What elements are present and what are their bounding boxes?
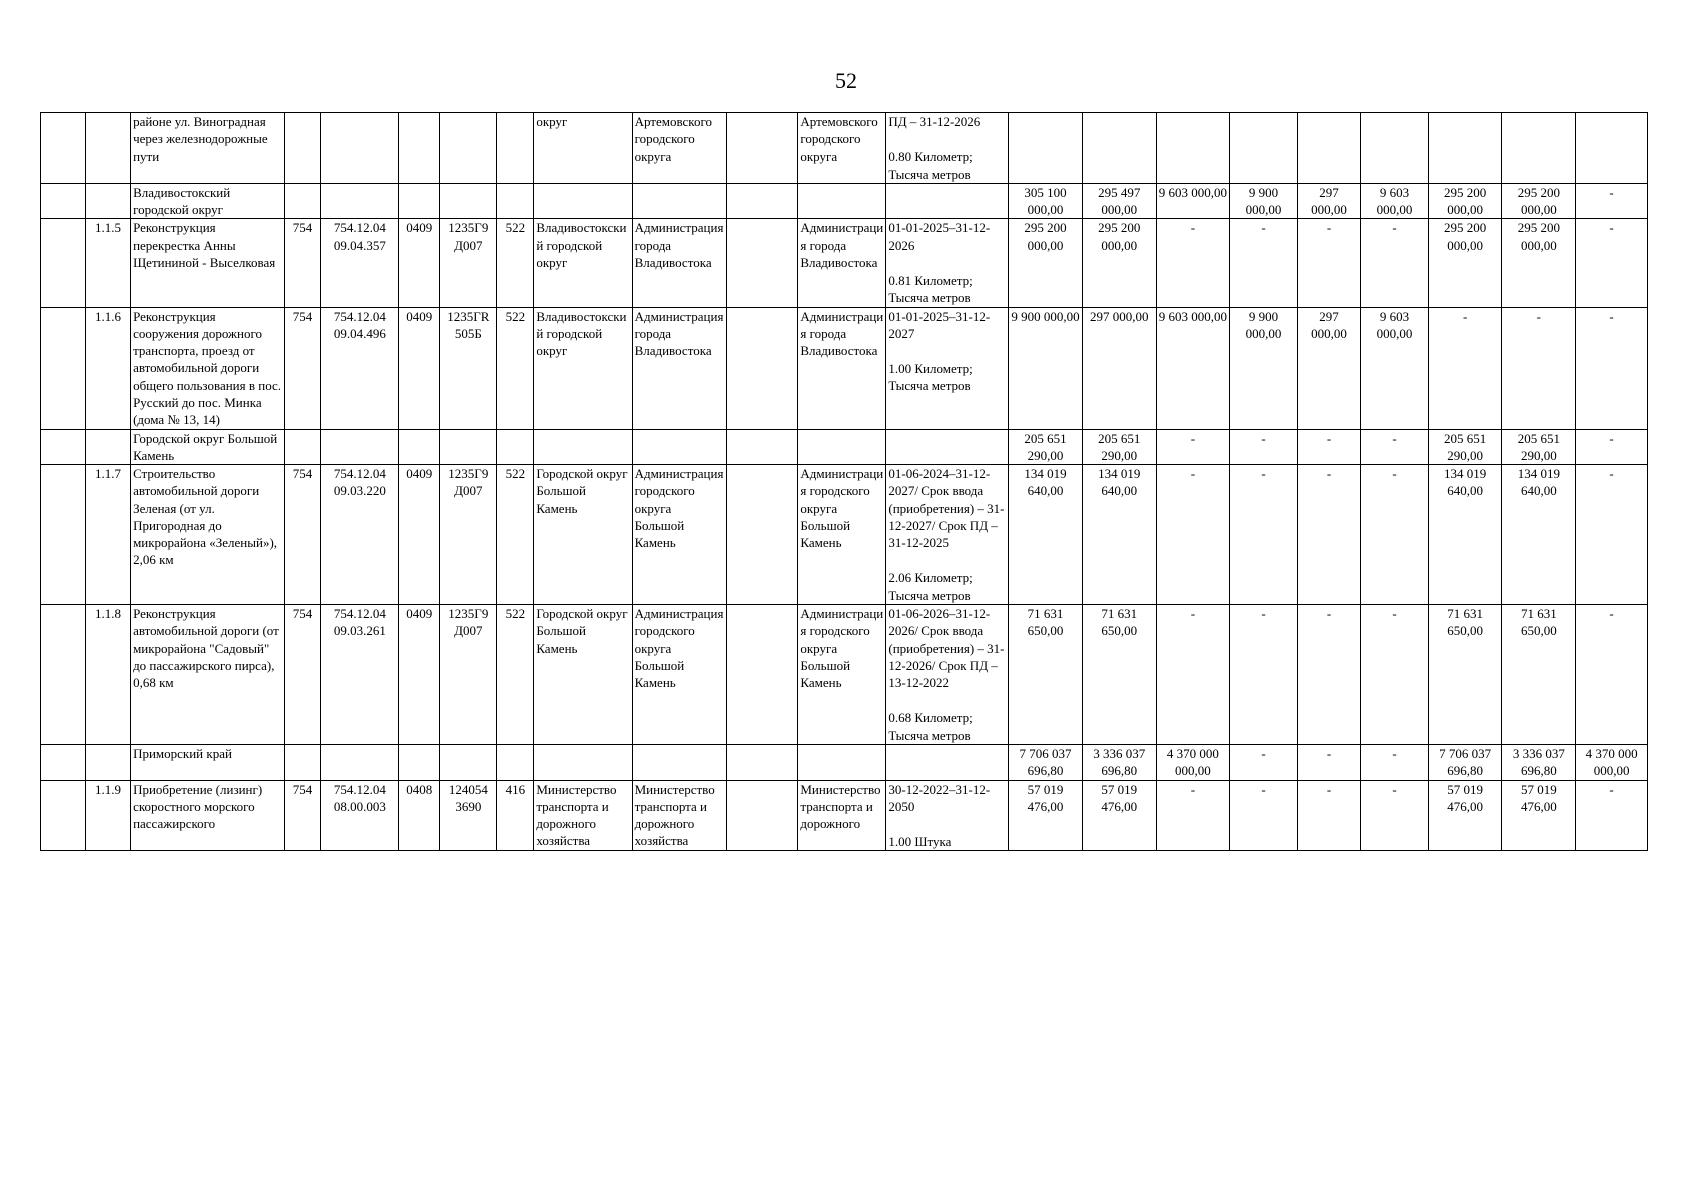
cell-blank-0 bbox=[41, 183, 86, 219]
cell-amount: - bbox=[1297, 780, 1360, 851]
cell-operator: Министерство транспорта и дорожного bbox=[798, 780, 886, 851]
cell-amount: - bbox=[1361, 219, 1429, 307]
terms-text: 30-12-2022–31-12-2050 bbox=[888, 781, 991, 814]
cell-amount bbox=[1082, 113, 1156, 184]
cell-expense-type: 522 bbox=[497, 219, 534, 307]
cell-amount: 297 000,00 bbox=[1297, 307, 1360, 429]
cell-amount: 295 497 000,00 bbox=[1082, 183, 1156, 219]
cell-operator: Артемовского городского округа bbox=[798, 113, 886, 184]
cell-amount: - bbox=[1576, 780, 1648, 851]
cell-empty bbox=[632, 429, 726, 465]
cell-empty bbox=[798, 183, 886, 219]
cell-blank-0 bbox=[41, 429, 86, 465]
table-row bbox=[41, 780, 1648, 851]
cell-object-name: Реконструкция автомобильной дороги (от микрорайона "Садовый" до пассажирского пирса), 0,68 км bbox=[131, 605, 285, 745]
cell-object-name: Владивостокский городской округ bbox=[131, 183, 285, 219]
cell-amount: - bbox=[1576, 219, 1648, 307]
terms-gap bbox=[888, 551, 1006, 569]
cell-target-article: 1235Г9 Д007 bbox=[440, 465, 497, 605]
terms-gap bbox=[888, 815, 1006, 833]
cell-customer: Министерство транспорта и дорожного хозяйства bbox=[632, 780, 726, 851]
cell-amount bbox=[1428, 113, 1502, 184]
terms-gap bbox=[888, 254, 1006, 272]
cell-object-code bbox=[321, 113, 399, 184]
cell-object-code: 754.12.04 08.00.003 bbox=[321, 780, 399, 851]
cell-section-code bbox=[399, 113, 440, 184]
cell-amount: - bbox=[1361, 605, 1429, 745]
cell-section-code: 0409 bbox=[399, 219, 440, 307]
cell-amount: 57 019 476,00 bbox=[1428, 780, 1502, 851]
cell-grbs-code: 754 bbox=[284, 219, 321, 307]
table-row bbox=[41, 605, 1648, 745]
terms-gap bbox=[888, 130, 1006, 148]
cell-amount: 9 603 000,00 bbox=[1156, 307, 1230, 429]
cell-blank bbox=[726, 605, 798, 745]
capacity-text: 1.00 Километр; Тысяча метров bbox=[888, 361, 973, 394]
cell-empty bbox=[497, 745, 534, 781]
cell-amount: - bbox=[1576, 605, 1648, 745]
cell-amount: - bbox=[1230, 219, 1298, 307]
cell-municipality: Владивостокский городской округ bbox=[534, 219, 632, 307]
cell-terms bbox=[886, 780, 1009, 851]
table-row bbox=[41, 307, 1648, 429]
cell-empty bbox=[321, 429, 399, 465]
table-row bbox=[41, 219, 1648, 307]
cell-object-name: Реконструкция перекрестка Анны Щетининой - Выселковая bbox=[131, 219, 285, 307]
cell-amount: 295 200 000,00 bbox=[1428, 219, 1502, 307]
cell-object-code: 754.12.04 09.04.496 bbox=[321, 307, 399, 429]
cell-empty bbox=[399, 745, 440, 781]
cell-amount: 295 200 000,00 bbox=[1428, 183, 1502, 219]
cell-empty bbox=[534, 183, 632, 219]
cell-empty bbox=[497, 183, 534, 219]
cell-operator: Администрация города Владивостока bbox=[798, 219, 886, 307]
table-row bbox=[41, 113, 1648, 184]
cell-grbs-code: 754 bbox=[284, 307, 321, 429]
subtotal-row bbox=[41, 429, 1648, 465]
cell-amount bbox=[1502, 113, 1576, 184]
cell-amount: 71 631 650,00 bbox=[1082, 605, 1156, 745]
cell-amount: 9 900 000,00 bbox=[1230, 307, 1298, 429]
cell-amount: 295 200 000,00 bbox=[1082, 219, 1156, 307]
cell-blank bbox=[726, 307, 798, 429]
cell-empty bbox=[497, 429, 534, 465]
cell-customer: Администрация города Владивостока bbox=[632, 307, 726, 429]
cell-customer: Администрация городского округа Большой Камень bbox=[632, 465, 726, 605]
cell-blank bbox=[726, 113, 798, 184]
cell-customer: Администрация городского округа Большой Камень bbox=[632, 605, 726, 745]
cell-amount: 7 706 037 696,80 bbox=[1428, 745, 1502, 781]
cell-amount: 295 200 000,00 bbox=[1502, 219, 1576, 307]
cell-amount: 4 370 000 000,00 bbox=[1576, 745, 1648, 781]
cell-object-name: Реконструкция сооружения дорожного транспорта, проезд от автомобильной дороги общего пользования в пос. Русский до пос. Минка (дома № 13, 14) bbox=[131, 307, 285, 429]
terms-gap bbox=[888, 691, 1006, 709]
cell-empty bbox=[534, 429, 632, 465]
table-row bbox=[41, 465, 1648, 605]
cell-amount: - bbox=[1230, 429, 1298, 465]
cell-amount: 9 603 000,00 bbox=[1156, 183, 1230, 219]
cell-amount: - bbox=[1230, 465, 1298, 605]
cell-operator: Администрация города Владивостока bbox=[798, 307, 886, 429]
cell-amount: - bbox=[1297, 219, 1360, 307]
cell-amount: 205 651 290,00 bbox=[1082, 429, 1156, 465]
cell-empty bbox=[798, 429, 886, 465]
cell-empty bbox=[284, 183, 321, 219]
cell-amount: 57 019 476,00 bbox=[1502, 780, 1576, 851]
capacity-text: 0.81 Километр; Тысяча метров bbox=[888, 272, 973, 306]
cell-amount: 134 019 640,00 bbox=[1082, 465, 1156, 605]
cell-customer: Администрация города Владивостока bbox=[632, 219, 726, 307]
cell-amount bbox=[1009, 113, 1083, 184]
cell-amount: 305 100 000,00 bbox=[1009, 183, 1083, 219]
cell-amount: 9 603 000,00 bbox=[1361, 307, 1429, 429]
terms-gap bbox=[888, 342, 1006, 360]
cell-amount: - bbox=[1361, 429, 1429, 465]
cell-expense-type: 416 bbox=[497, 780, 534, 851]
capacity-text: 0.68 Километр; Тысяча метров bbox=[888, 710, 973, 743]
cell-terms bbox=[886, 605, 1009, 745]
cell-amount: 295 200 000,00 bbox=[1009, 219, 1083, 307]
cell-empty bbox=[726, 183, 798, 219]
cell-item-number: 1.1.5 bbox=[86, 219, 131, 307]
cell-expense-type: 522 bbox=[497, 465, 534, 605]
cell-amount: - bbox=[1576, 183, 1648, 219]
cell-object-name: районе ул. Виноградная через железнодорожные пути bbox=[131, 113, 285, 184]
terms-text: ПД – 31-12-2026 bbox=[888, 114, 981, 129]
page-number: 52 bbox=[835, 68, 857, 93]
cell-item-number bbox=[86, 183, 131, 219]
cell-empty bbox=[886, 429, 1009, 465]
cell-object-name: Приобретение (лизинг) скоростного морского пассажирского bbox=[131, 780, 285, 851]
cell-amount: 205 651 290,00 bbox=[1428, 429, 1502, 465]
subtotal-row bbox=[41, 183, 1648, 219]
cell-amount bbox=[1297, 113, 1360, 184]
cell-amount: 134 019 640,00 bbox=[1502, 465, 1576, 605]
cell-expense-type: 522 bbox=[497, 605, 534, 745]
capacity-text: 0.80 Километр; Тысяча метров bbox=[888, 149, 973, 182]
cell-empty bbox=[440, 745, 497, 781]
terms-text: 01-06-2024–31-12-2027/ Срок ввода (приобретения) – 31-12-2027/ Срок ПД – 31-12-2025 bbox=[888, 466, 1005, 551]
cell-empty bbox=[321, 745, 399, 781]
cell-amount: 297 000,00 bbox=[1082, 307, 1156, 429]
cell-empty bbox=[632, 183, 726, 219]
cell-object-code: 754.12.04 09.03.220 bbox=[321, 465, 399, 605]
cell-operator: Администрация городского округа Большой Камень bbox=[798, 465, 886, 605]
cell-object-code: 754.12.04 09.04.357 bbox=[321, 219, 399, 307]
cell-grbs-code: 754 bbox=[284, 605, 321, 745]
cell-empty bbox=[440, 183, 497, 219]
cell-grbs-code: 754 bbox=[284, 465, 321, 605]
cell-grbs-code bbox=[284, 113, 321, 184]
cell-empty bbox=[440, 429, 497, 465]
cell-empty bbox=[399, 183, 440, 219]
cell-amount: 3 336 037 696,80 bbox=[1082, 745, 1156, 781]
cell-terms bbox=[886, 219, 1009, 307]
cell-operator: Администрация городского округа Большой Камень bbox=[798, 605, 886, 745]
cell-amount: 57 019 476,00 bbox=[1009, 780, 1083, 851]
cell-grbs-code: 754 bbox=[284, 780, 321, 851]
cell-terms bbox=[886, 113, 1009, 184]
cell-municipality: Министерство транспорта и дорожного хозяйства bbox=[534, 780, 632, 851]
cell-blank-0 bbox=[41, 219, 86, 307]
cell-section-code: 0409 bbox=[399, 465, 440, 605]
cell-blank bbox=[726, 465, 798, 605]
cell-empty bbox=[886, 745, 1009, 781]
cell-item-number: 1.1.9 bbox=[86, 780, 131, 851]
cell-amount: 3 336 037 696,80 bbox=[1502, 745, 1576, 781]
cell-blank-0 bbox=[41, 307, 86, 429]
cell-section-code: 0409 bbox=[399, 307, 440, 429]
cell-amount: - bbox=[1156, 605, 1230, 745]
cell-amount: 295 200 000,00 bbox=[1502, 183, 1576, 219]
cell-amount: 71 631 650,00 bbox=[1502, 605, 1576, 745]
cell-amount: - bbox=[1361, 780, 1429, 851]
cell-empty bbox=[798, 745, 886, 781]
capacity-text: 1.00 Штука bbox=[888, 834, 952, 850]
cell-target-article: 124054 3690 bbox=[440, 780, 497, 851]
cell-blank bbox=[726, 219, 798, 307]
cell-target-article: 1235Г9 Д007 bbox=[440, 219, 497, 307]
cell-item-number bbox=[86, 745, 131, 781]
cell-terms bbox=[886, 465, 1009, 605]
cell-item-number: 1.1.7 bbox=[86, 465, 131, 605]
cell-section-code: 0409 bbox=[399, 605, 440, 745]
cell-municipality: Городской округ Большой Камень bbox=[534, 465, 632, 605]
cell-blank-0 bbox=[41, 465, 86, 605]
cell-amount: - bbox=[1576, 429, 1648, 465]
cell-terms bbox=[886, 307, 1009, 429]
cell-amount: - bbox=[1230, 605, 1298, 745]
cell-amount: - bbox=[1297, 429, 1360, 465]
cell-amount: 71 631 650,00 bbox=[1009, 605, 1083, 745]
cell-empty bbox=[321, 183, 399, 219]
cell-object-name: Строительство автомобильной дороги Зеленая (от ул. Пригородная до микрорайона «Зеленый»), 2,06 км bbox=[131, 465, 285, 605]
cell-empty bbox=[886, 183, 1009, 219]
cell-target-article: 1235Г9 Д007 bbox=[440, 605, 497, 745]
cell-empty bbox=[726, 745, 798, 781]
cell-amount: - bbox=[1297, 745, 1360, 781]
subtotal-row bbox=[41, 745, 1648, 781]
cell-amount bbox=[1576, 113, 1648, 184]
cell-target-article bbox=[440, 113, 497, 184]
cell-expense-type bbox=[497, 113, 534, 184]
cell-empty bbox=[632, 745, 726, 781]
cell-amount: 9 603 000,00 bbox=[1361, 183, 1429, 219]
table-body bbox=[41, 113, 1648, 851]
cell-customer: Артемовского городского округа bbox=[632, 113, 726, 184]
cell-amount: 9 900 000,00 bbox=[1230, 183, 1298, 219]
cell-item-number bbox=[86, 429, 131, 465]
cell-empty bbox=[284, 745, 321, 781]
cell-object-name: Городской округ Большой Камень bbox=[131, 429, 285, 465]
cell-amount: - bbox=[1230, 780, 1298, 851]
cell-amount: - bbox=[1428, 307, 1502, 429]
cell-amount: 205 651 290,00 bbox=[1009, 429, 1083, 465]
cell-amount bbox=[1230, 113, 1298, 184]
cell-amount: - bbox=[1156, 429, 1230, 465]
cell-amount: 205 651 290,00 bbox=[1502, 429, 1576, 465]
cell-amount: - bbox=[1297, 465, 1360, 605]
cell-item-number: 1.1.6 bbox=[86, 307, 131, 429]
cell-amount: - bbox=[1156, 780, 1230, 851]
terms-text: 01-01-2025–31-12-2026 bbox=[888, 220, 991, 253]
cell-amount: - bbox=[1156, 465, 1230, 605]
capacity-text: 2.06 Километр; Тысяча метров bbox=[888, 570, 973, 603]
cell-amount: - bbox=[1361, 465, 1429, 605]
investment-table bbox=[40, 112, 1648, 851]
cell-blank bbox=[726, 780, 798, 851]
cell-amount: - bbox=[1297, 605, 1360, 745]
cell-amount: 7 706 037 696,80 bbox=[1009, 745, 1083, 781]
cell-amount bbox=[1156, 113, 1230, 184]
cell-empty bbox=[534, 745, 632, 781]
cell-municipality: округ bbox=[534, 113, 632, 184]
cell-expense-type: 522 bbox=[497, 307, 534, 429]
cell-item-number bbox=[86, 113, 131, 184]
cell-amount: - bbox=[1576, 465, 1648, 605]
cell-municipality: Владивостокский городской округ bbox=[534, 307, 632, 429]
cell-amount bbox=[1361, 113, 1429, 184]
cell-amount: 9 900 000,00 bbox=[1009, 307, 1083, 429]
cell-blank-0 bbox=[41, 780, 86, 851]
cell-amount: - bbox=[1156, 219, 1230, 307]
cell-object-code: 754.12.04 09.03.261 bbox=[321, 605, 399, 745]
cell-empty bbox=[284, 429, 321, 465]
cell-amount: - bbox=[1230, 745, 1298, 781]
cell-amount: - bbox=[1576, 307, 1648, 429]
cell-amount: - bbox=[1361, 745, 1429, 781]
cell-municipality: Городской округ Большой Камень bbox=[534, 605, 632, 745]
cell-blank-0 bbox=[41, 745, 86, 781]
cell-amount: 57 019 476,00 bbox=[1082, 780, 1156, 851]
cell-amount: 4 370 000 000,00 bbox=[1156, 745, 1230, 781]
cell-blank-0 bbox=[41, 113, 86, 184]
cell-target-article: 1235ГR 505Б bbox=[440, 307, 497, 429]
cell-amount: 297 000,00 bbox=[1297, 183, 1360, 219]
cell-amount: 134 019 640,00 bbox=[1009, 465, 1083, 605]
cell-section-code: 0408 bbox=[399, 780, 440, 851]
cell-amount: 71 631 650,00 bbox=[1428, 605, 1502, 745]
cell-empty bbox=[399, 429, 440, 465]
cell-empty bbox=[726, 429, 798, 465]
cell-object-name: Приморский край bbox=[131, 745, 285, 781]
terms-text: 01-06-2026–31-12-2026/ Срок ввода (приобретения) – 31-12-2026/ Срок ПД – 13-12-2022 bbox=[888, 606, 1005, 691]
terms-text: 01-01-2025–31-12-2027 bbox=[888, 308, 991, 341]
cell-amount: - bbox=[1502, 307, 1576, 429]
cell-blank-0 bbox=[41, 605, 86, 745]
cell-item-number: 1.1.8 bbox=[86, 605, 131, 745]
cell-amount: 134 019 640,00 bbox=[1428, 465, 1502, 605]
